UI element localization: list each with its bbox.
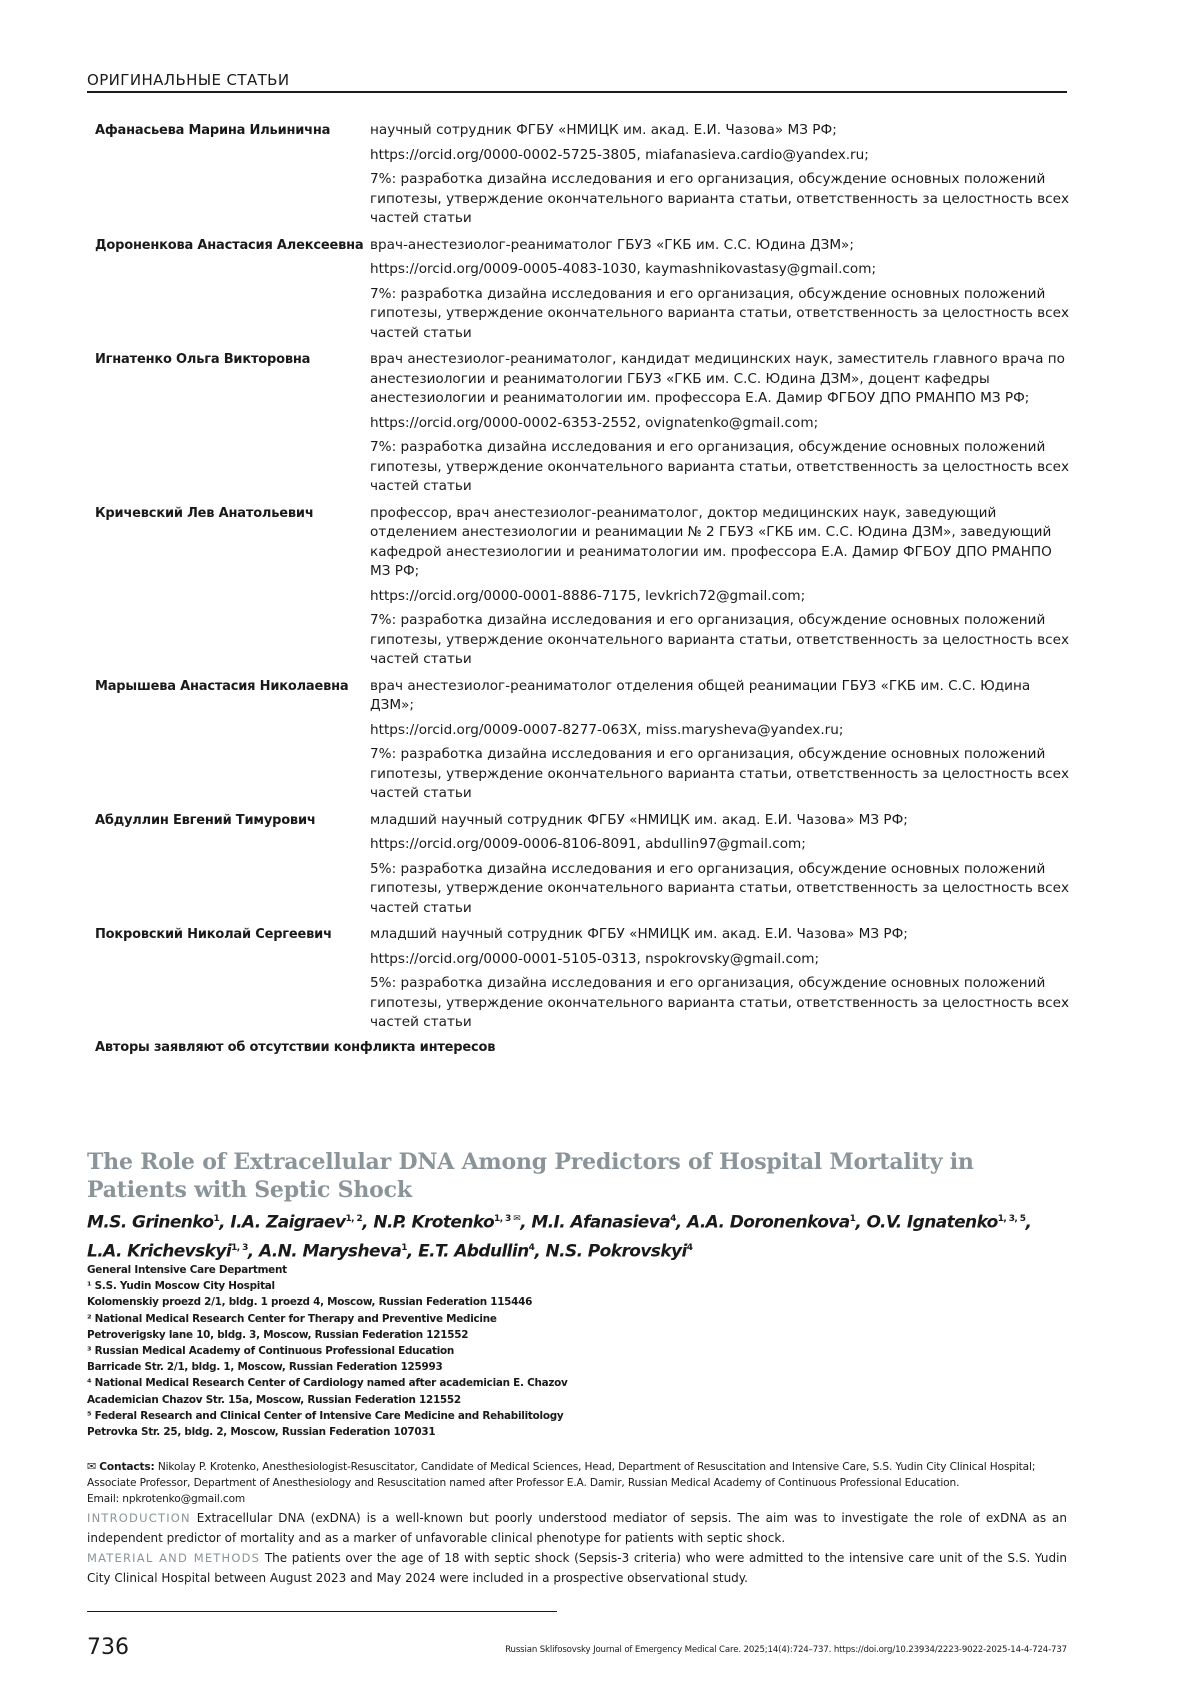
author-entry (95, 677, 1075, 804)
author-name: Афанасьева Марина Ильинична (95, 123, 331, 138)
english-author-line: M.S. Grinenko$^1$, I.A. Zaigraev$^{1, 2}$, N.P. Krotenko$^{1, 3 ✉}$, M.I. Afanasieva$^4$, A.A. Doronenkova$^1$, O.V. Ignatenko$^{1, 3, 5}$, L.A. Krichevskyi$^{1, 3}$, A.N. Marysheva$^1$, E.T. Abdullin$^4$, N.S. Pokrovskyi$^4$ (87, 1212, 1032, 1262)
author-contact[interactable]: https://orcid.org/0009-0007-8277-063X, miss.marysheva@yandex.ru; (370, 721, 844, 738)
author-affiliation-marker: 4 (528, 1242, 535, 1253)
author-affiliation-marker: 1 (401, 1242, 407, 1253)
author-byline: O.V. Ignatenko (866, 1212, 998, 1233)
abstract-methods (87, 1549, 1067, 1588)
author-affiliation-marker: 1, 3 (231, 1242, 248, 1253)
journal-citation[interactable]: Russian Sklifosovsky Journal of Emergency Medical Care. 2025;14(4):724–737. https://doi.org/10.23934/2223-9022-2025-14-4-724-737 (505, 1645, 1067, 1655)
author-details (370, 925, 1070, 1033)
contacts-paragraph (87, 1459, 1067, 1491)
author-name: Кричевский Лев Анатольевич (95, 505, 314, 521)
author-affiliation-marker: 1 (849, 1214, 856, 1224)
author-position: младший научный сотрудник ФГБУ «НМИЦК им. акад. Е.И. Чазова» МЗ РФ; (370, 926, 908, 942)
page-number: 736 (87, 1635, 129, 1660)
affiliation-line: ³ Russian Medical Academy of Continuous Professional Education (87, 1345, 455, 1358)
methods-heading: MATERIAL AND METHODS (87, 1551, 261, 1565)
footer-divider (87, 1611, 557, 1612)
author-byline: I.A. Zaigraev (230, 1212, 346, 1233)
author-details (370, 236, 1070, 344)
affiliation-line: Academician Chazov Str. 15a, Moscow, Russian Federation 121552 (87, 1393, 461, 1406)
author-entry (95, 811, 1075, 919)
affiliation-line: Petroverigsky lane 10, bldg. 3, Moscow, Russian Federation 121552 (87, 1328, 469, 1341)
author-affiliation-marker: 1 (213, 1214, 220, 1224)
author-contact[interactable]: https://orcid.org/0009-0006-8106-8091, abdullin97@gmail.com; (370, 836, 806, 852)
author-details (370, 350, 1070, 497)
author-contribution: 5%: разработка дизайна исследования и его организация, обсуждение основных положений гипотезы, утверждение окончательного варианта статьи, ответственность за целостность всех частей статьи (370, 860, 1070, 916)
methods-text: The patients over the age of 18 with septic shock (Sepsis-3 criteria) who were admitted to the intensive care unit of the S.S. Yudin City Clinical Hospital between August 2023 and May 2024 were included in a prospective observational study. (87, 1551, 1068, 1585)
author-byline: M.S. Grinenko (87, 1212, 214, 1233)
author-details (370, 677, 1070, 804)
contacts-email[interactable]: Email: npkrotenko@gmail.com (87, 1493, 246, 1505)
author-details (370, 504, 1070, 670)
contacts-text: Nikolay P. Krotenko, Anesthesiologist-Resuscitator, Candidate of Medical Sciences, Head, Department of Resuscitation and Intensive Care, S.S. Yudin City Clinical Hospital; Associate Professor, Department of Anesthesiology and Resuscitation named after Professor E.A. Damir, Russian Medical Academy of Continuous Professional Education. (87, 1461, 1036, 1489)
author-byline: N.S. Pokrovskyi (545, 1241, 687, 1262)
author-affiliation-marker: 4 (670, 1214, 676, 1224)
author-name: Игнатенко Ольга Викторовна (95, 352, 311, 367)
introduction-heading: INTRODUCTION (87, 1511, 191, 1525)
author-affiliation-marker: 1, 2 (345, 1214, 363, 1224)
author-entry (95, 504, 1075, 670)
author-byline: M.I. Afanasieva (531, 1212, 671, 1233)
author-info-list (95, 121, 1075, 1055)
affiliation-line: ⁵ Federal Research and Clinical Center of Intensive Care Medicine and Rehabilitology (87, 1409, 564, 1422)
author-byline: A.N. Marysheva (258, 1241, 402, 1262)
author-affiliation-marker: 1, 3 ✉ (494, 1214, 521, 1224)
journal-section-header (87, 70, 1067, 93)
author-contact[interactable]: https://orcid.org/0000-0002-5725-3805, miafanasieva.cardio@yandex.ru; (370, 146, 869, 163)
contacts-block (87, 1459, 1067, 1507)
affiliation-line: Kolomenskiy proezd 2/1, bldg. 1 proezd 4, Moscow, Russian Federation 115446 (87, 1296, 533, 1309)
author-contact[interactable]: https://orcid.org/0000-0001-8886-7175, levkrich72@gmail.com; (370, 587, 806, 604)
author-name: Покровский Николай Сергеевич (95, 927, 332, 942)
contacts-label: Contacts: (99, 1461, 155, 1473)
affiliation-line: Petrovka Str. 25, bldg. 2, Moscow, Russian Federation 107031 (87, 1426, 436, 1439)
author-name: Марышева Анастасия Николаевна (95, 678, 349, 694)
author-byline: N.P. Krotenko (373, 1212, 495, 1233)
abstract-introduction (87, 1509, 1067, 1548)
author-details (370, 121, 1070, 229)
author-contact[interactable]: https://orcid.org/0000-0002-6353-2552, ovignatenko@gmail.com; (370, 414, 819, 431)
author-contribution: 7%: разработка дизайна исследования и его организация, обсуждение основных положений гипотезы, утверждение окончательного варианта статьи, ответственность за целостность всех частей статьи (370, 746, 1070, 801)
author-contact[interactable]: https://orcid.org/0009-0005-4083-1030, kaymashnikovastasy@gmail.com; (370, 261, 877, 277)
author-byline: A.A. Doronenkova (686, 1212, 850, 1233)
author-entry (95, 350, 1075, 497)
affiliation-line: ¹ S.S. Yudin Moscow City Hospital (87, 1280, 275, 1293)
author-byline: E.T. Abdullin (418, 1241, 529, 1262)
affiliations-block (87, 1262, 687, 1440)
section-title: ОРИГИНАЛЬНЫЕ СТАТЬИ (87, 71, 290, 89)
author-position: профессор, врач анестезиолог-реаниматолог, доктор медицинских наук, заведующий отделением анестезиологии и реанимации № 2 ГБУЗ «ГКБ им. С.С. Юдина ДЗМ», заведующий кафедрой анестезиологии и реаниматологии им. профессора Е.А. Дамир ФГБОУ ДПО РМАНПО МЗ РФ; (370, 504, 1052, 579)
affiliation-line: General Intensive Care Department (87, 1264, 287, 1276)
author-affiliation-marker: 1, 3, 5 (997, 1214, 1026, 1224)
author-entry (95, 236, 1075, 344)
envelope-icon: ✉ (87, 1460, 97, 1473)
author-contribution: 7%: разработка дизайна исследования и его организация, обсуждение основных положений гипотезы, утверждение окончательного варианта статьи, ответственность за целостность всех частей статьи (370, 285, 1070, 341)
author-position: научный сотрудник ФГБУ «НМИЦК им. акад. Е.И. Чазова» МЗ РФ; (370, 122, 837, 138)
author-position: врач анестезиолог-реаниматолог, кандидат медицинских наук, заместитель главного врача по анестезиологии и реаниматологии ГБУЗ «ГКБ им. С.С. Юдина ДЗМ», доцент кафедры анестезиологии и реаниматологии им. профессора Е.А. Дамир ФГБОУ ДПО РМАНПО МЗ РФ; (370, 351, 1065, 406)
author-contribution: 5%: разработка дизайна исследования и его организация, обсуждение основных положений гипотезы, утверждение окончательного варианта статьи, ответственность за целостность всех частей статьи (370, 975, 1070, 1030)
introduction-text: Extracellular DNA (exDNA) is a well-known but poorly understood mediator of sepsis. The aim was to investigate the role of exDNA as an independent predictor of mortality and as a marker of unfavorable clinical phenotype for patients with septic shock. (87, 1511, 1067, 1545)
affiliation-line: Barricade Str. 2/1, bldg. 1, Moscow, Russian Federation 125993 (87, 1361, 443, 1374)
author-entry (95, 121, 1075, 229)
author-contact[interactable]: https://orcid.org/0000-0001-5105-0313, nspokrovsky@gmail.com; (370, 950, 820, 967)
author-position: врач-анестезиолог-реаниматолог ГБУЗ «ГКБ им. С.С. Юдина ДЗМ»; (370, 236, 854, 253)
author-name: Абдуллин Евгений Тимурович (95, 812, 316, 828)
author-contribution: 7%: разработка дизайна исследования и его организация, обсуждение основных положений гипотезы, утверждение окончательного варианта статьи, ответственность за целостность всех частей статьи (370, 171, 1070, 226)
author-contribution: 7%: разработка дизайна исследования и его организация, обсуждение основных положений гипотезы, утверждение окончательного варианта статьи, ответственность за целостность всех частей статьи (370, 612, 1070, 667)
english-article-title: The Role of Extracellular DNA Among Predictors of Hospital Mortality in Patients with Septic Shock (87, 1149, 974, 1203)
author-byline: L.A. Krichevskyi (87, 1241, 232, 1262)
author-details (370, 811, 1070, 919)
author-name: Дороненкова Анастасия Алексеевна (95, 237, 364, 253)
abstract-block (87, 1509, 1067, 1589)
author-contribution: 7%: разработка дизайна исследования и его организация, обсуждение основных положений гипотезы, утверждение окончательного варианта статьи, ответственность за целостность всех частей статьи (370, 439, 1070, 494)
author-entry (95, 925, 1075, 1033)
author-position: младший научный сотрудник ФГБУ «НМИЦК им. акад. Е.И. Чазова» МЗ РФ; (370, 811, 908, 828)
author-affiliation-marker: 4 (686, 1242, 693, 1253)
author-position: врач анестезиолог-реаниматолог отделения общей реанимации ГБУЗ «ГКБ им. С.С. Юдина ДЗМ»; (370, 677, 1031, 713)
conflict-of-interest-statement: Авторы заявляют об отсутствии конфликта интересов (95, 1039, 496, 1055)
affiliation-line: ⁴ National Medical Research Center of Cardiology named after academician E. Chazov (87, 1377, 568, 1390)
affiliation-line: ² National Medical Research Center for Therapy and Preventive Medicine (87, 1312, 497, 1325)
